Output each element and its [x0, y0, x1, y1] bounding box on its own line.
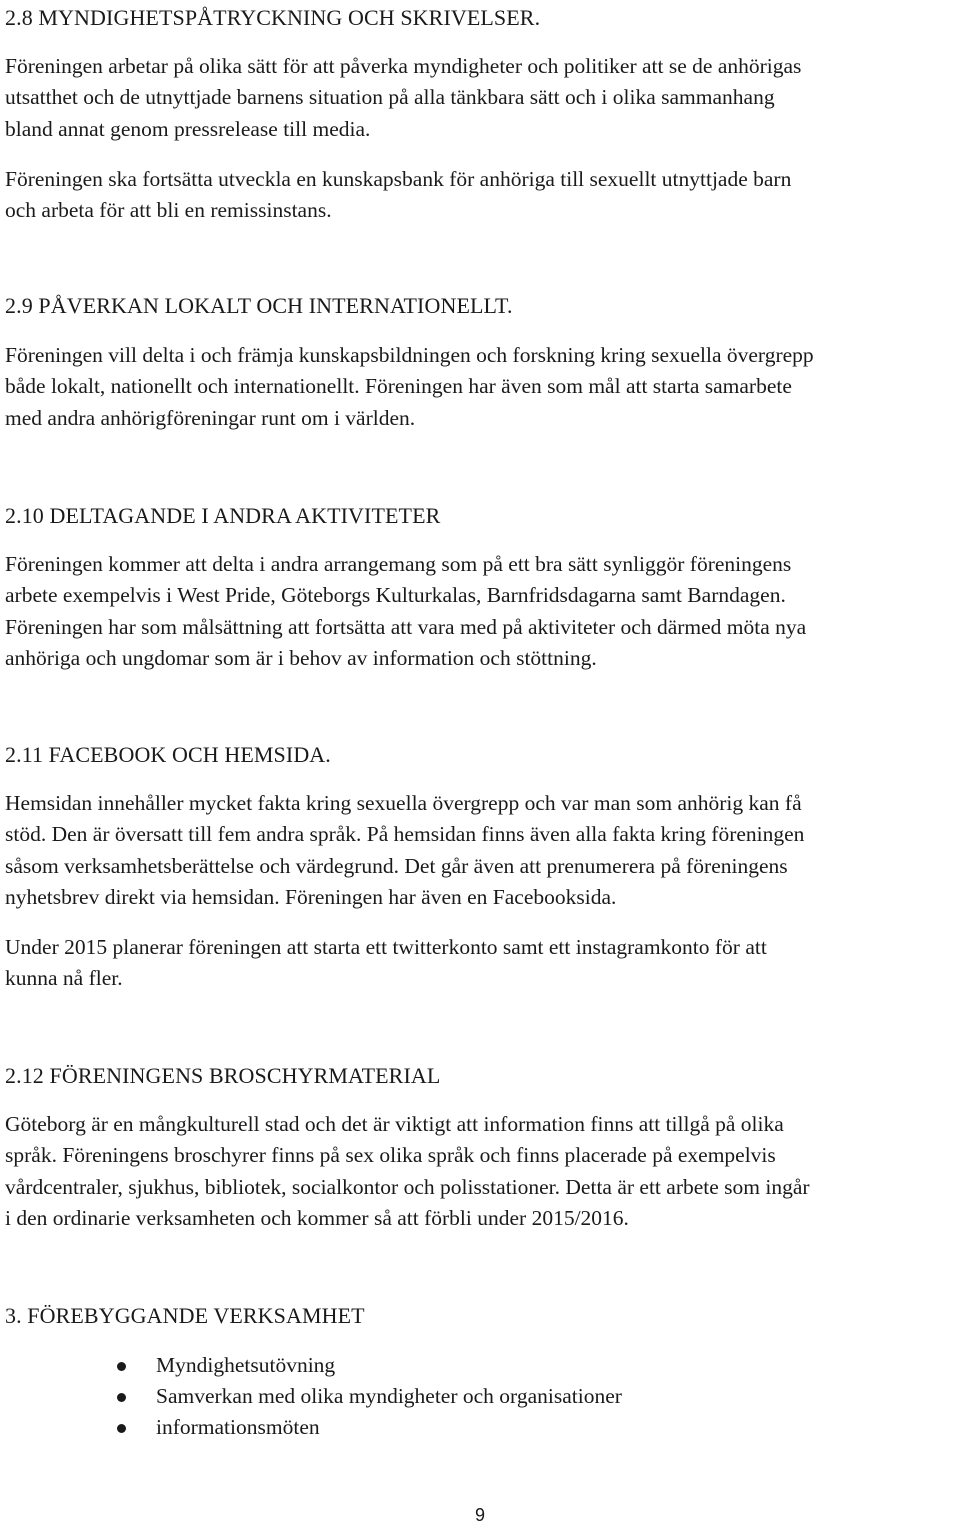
text-line: Föreningen arbetar på olika sätt för att påverka myndigheter och politiker att se de anhörigas	[5, 54, 802, 78]
page-number: 9	[474, 1505, 485, 1525]
section-2-8-paragraph-2	[5, 164, 960, 227]
text-line: Föreningen har som målsättning att fortsätta att vara med på aktiviteter och därmed möta nya	[5, 614, 807, 639]
text-line: anhöriga och ungdomar som är i behov av information och stöttning.	[5, 645, 597, 670]
text-line: Göteborg är en mångkulturell stad och det är viktigt att information finns att tillgå på olika	[5, 1112, 784, 1136]
list-item	[5, 1412, 622, 1443]
list-item	[5, 1381, 622, 1412]
list-item	[5, 1350, 622, 1381]
section-heading-2-9: 2.9 PÅVERKAN LOKALT OCH INTERNATIONELLT.	[5, 293, 513, 318]
section-2-12-paragraph-1	[5, 1109, 960, 1234]
bullet-icon	[117, 1424, 126, 1433]
text-line: arbete exempelvis i West Pride, Göteborgs Kulturkalas, Barnfridsdagarna samt Barndagen.	[5, 583, 786, 608]
text-line: utsatthet och de utnyttjade barnens situation på alla tänkbara sätt och i olika sammanhang	[5, 85, 775, 110]
section-heading-2-10: 2.10 DELTAGANDE I ANDRA AKTIVITETER	[5, 503, 441, 528]
bullet-icon	[117, 1362, 126, 1371]
text-line: bland annat genom pressrelease till media.	[5, 116, 371, 141]
section-2-9-paragraph-1	[5, 340, 960, 434]
section-heading-3: 3. FÖREBYGGANDE VERKSAMHET	[5, 1303, 365, 1328]
text-line: både lokalt, nationellt och internationellt. Föreningen har även som mål att starta samarbete	[5, 374, 792, 399]
list-item-label: Myndighetsutövning	[156, 1353, 336, 1377]
text-line: kunna nå fler.	[5, 966, 123, 991]
section-heading-2-11: 2.11 FACEBOOK OCH HEMSIDA.	[5, 742, 331, 767]
section-2-11-paragraph-2	[5, 932, 960, 995]
text-line: nyhetsbrev direkt via hemsidan. Föreningen har även en Facebooksida.	[5, 884, 617, 909]
text-line: Föreningen ska fortsätta utveckla en kunskapsbank för anhöriga till sexuellt utnyttjade barn	[5, 167, 792, 191]
text-line: Hemsidan innehåller mycket fakta kring sexuella övergrepp och var man som anhörig kan få	[5, 791, 802, 815]
section-heading-2-8: 2.8 MYNDIGHETSPÅTRYCKNING OCH SKRIVELSER.	[5, 5, 541, 30]
list-item-label: informationsmöten	[156, 1415, 320, 1439]
section-2-10-paragraph-1	[5, 549, 960, 674]
text-line: Under 2015 planerar föreningen att starta ett twitterkonto samt ett instagramkonto för att	[5, 935, 767, 959]
text-line: stöd. Den är översatt till fem andra språk. På hemsidan finns även alla fakta kring föreningen	[5, 822, 805, 847]
text-line: med andra anhörigföreningar runt om i världen.	[5, 405, 416, 430]
text-line: Föreningen vill delta i och främja kunskapsbildningen och forskning kring sexuella övergrepp	[5, 343, 814, 367]
bullet-list	[5, 1350, 622, 1443]
text-line: och arbeta för att bli en remissinstans.	[5, 198, 332, 223]
list-item-label: Samverkan med olika myndigheter och organisationer	[156, 1384, 622, 1408]
bullet-icon	[117, 1393, 126, 1402]
text-line: vårdcentraler, sjukhus, bibliotek, socialkontor och polisstationer. Detta är ett arbete som ingår	[5, 1174, 810, 1199]
text-line: Föreningen kommer att delta i andra arrangemang som på ett bra sätt synliggör föreningens	[5, 552, 792, 576]
section-2-8-paragraph-1	[5, 51, 960, 145]
section-heading-2-12: 2.12 FÖRENINGENS BROSCHYRMATERIAL	[5, 1063, 441, 1088]
text-line: såsom verksamhetsberättelse och värdegrund. Det går även att prenumerera på föreningens	[5, 853, 788, 878]
text-line: språk. Föreningens broschyrer finns på sex olika språk och finns placerade på exempelvis	[5, 1143, 776, 1168]
text-line: i den ordinarie verksamheten och kommer så att förbli under 2015/2016.	[5, 1205, 629, 1230]
section-2-11-paragraph-1	[5, 788, 960, 913]
